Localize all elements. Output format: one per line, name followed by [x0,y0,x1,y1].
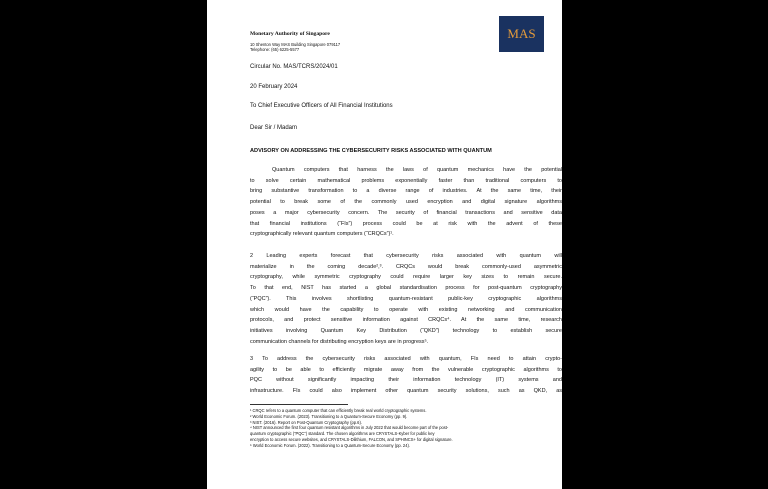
paragraph-line: initiatives involving Quantum Key Distribution (“QKD”) technology to establish secure [250,327,562,334]
circular-number: Circular No. MAS/TCRS/2024/01 [250,64,338,70]
addressee: To Chief Executive Officers of All Financial Institutions [250,103,393,109]
paragraph-3 [250,354,562,397]
address-line: 10 Shenton Way MAS Building Singapore 079117 [250,42,341,47]
paragraph-line: infrastructure. FIs could also implement other quantum security solutions, such as QKD, as [250,388,562,395]
paragraph-line: materialize in the coming decade²,³. CRQCs would break commonly-used asymmetric [250,263,562,270]
footnote: encryption to access secure websites, and CRYSTALS-Dilithium, FALCON, and SPHINCS+ for digital signature. [250,436,453,442]
paragraph-line: poses a major cybersecurity concern. The security of financial transactions and sensitive data [250,209,562,216]
org-name: Monetary Authority of Singapore [250,31,330,37]
paragraph-line: cryptographically relevant quantum computers (“CRQCs”)¹. [250,231,394,238]
org-address [250,42,340,52]
paragraph-1 [250,165,562,240]
paragraph-line: bring substantive transformation to a diverse range of industries. At the same time, their [250,188,562,195]
footnote: ² World Economic Forum. (2023). Transitioning to a Quantum-Secure Economy (pp. 9). [250,413,408,419]
paragraph-line: cryptography, while symmetric cryptography could require larger key sizes to remain secure. [250,274,562,281]
paragraph-line: communication channels for distributing encryption keys are in progress⁵. [250,338,429,345]
footnote: ³ NIST. (2016). Report on Post-Quantum Cryptography (pp.6). [250,419,362,425]
footnote: ¹ CRQC refers to a quantum computer that can efficiently break real world cryptographic systems. [250,408,427,413]
document-page [207,0,562,489]
paragraph-line: Quantum computers that harness the laws of quantum mechanics have the potential [272,167,562,173]
footnotes [250,408,453,449]
mas-logo [499,16,544,52]
paragraph-line: agility to be able to efficiently migrate away from the vulnerable cryptographic algorithms to [250,366,562,373]
footnote: ⁴ NIST announced the first four quantum resistant algorithms in July 2022 that would become part of the post- [250,425,449,431]
footnote: quantum cryptographic (“PQC”) standard. The chosen algorithms are CRYSTALS-Kyber for public key [250,431,435,437]
paragraph-line: To that end, NIST has started a global standardisation process for post-quantum cryptography [250,285,562,292]
footnote: ⁵ World Economic Forum. (2022). Transitioning to a Quantum-Secure Economy (pp. 24). [250,442,410,448]
paragraph-line: (“PQC”). This involves shortlisting quantum-resistant public-key cryptographic algorithms [250,295,562,302]
telephone-line: Telephone: (65) 6225-5577 [250,47,300,53]
paragraph-line: that financial institutions (“FIs”) process could be at risk with the advent of these [250,220,562,227]
paragraph-line: protocols, and protect sensitive information against CRQCs⁴. At the same time, research [250,317,562,324]
paragraph-line: which would have the capability to operate with existing networking and communication [250,306,562,313]
paragraph-line: PQC without significantly impacting their information technology (IT) systems and [250,377,562,384]
logo-text: MAS [507,26,536,41]
subject-heading: ADVISORY ON ADDRESSING THE CYBERSECURITY RISKS ASSOCIATED WITH QUANTUM [250,148,492,154]
salutation: Dear Sir / Madam [250,125,298,131]
footnote-divider [250,404,348,405]
paragraph-2 [250,251,562,347]
circular-date: 20 February 2024 [250,84,298,90]
paragraph-line: 3 To address the cybersecurity risks associated with quantum, FIs need to attain crypto- [250,356,562,362]
paragraph-line: to solve certain mathematical problems exponentially faster than traditional computers to [250,177,562,184]
paragraph-line: potential to break some of the commonly used encryption and digital signature algorithms [250,199,562,206]
paragraph-line: 2 Leading experts forecast that cybersecurity risks associated with quantum will [250,253,562,259]
